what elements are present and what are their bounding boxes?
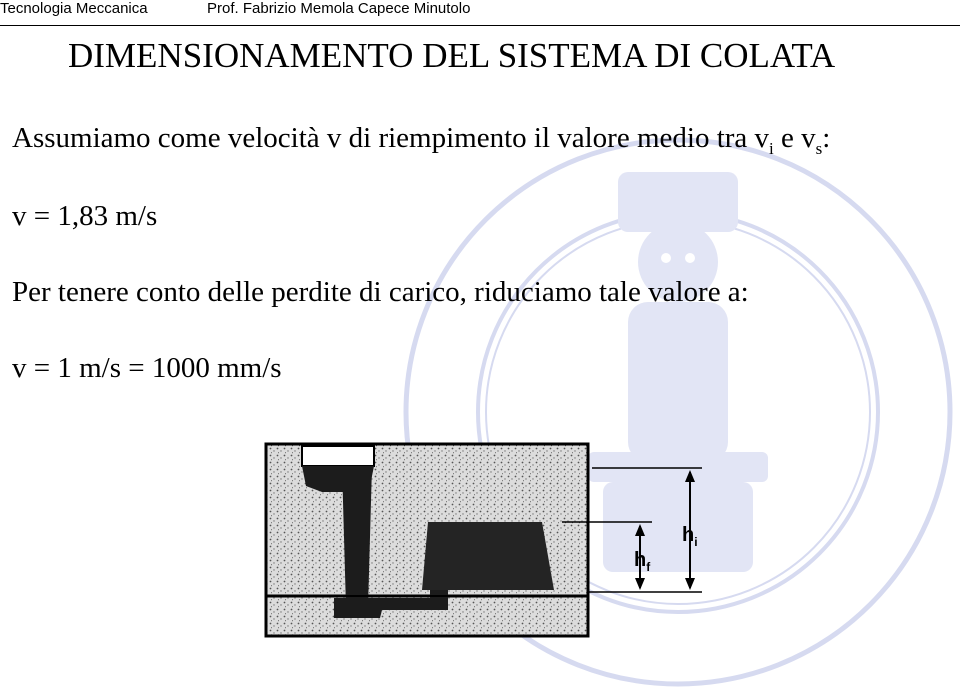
header-divider bbox=[0, 25, 960, 26]
author-name: Prof. Fabrizio Memola Capece Minutolo bbox=[207, 0, 471, 17]
loss-reduction-text: Per tenere conto delle perdite di carico, riduciamo tale valore a: bbox=[12, 276, 749, 308]
slide-header bbox=[0, 0, 960, 22]
velocity-text-part2: e v bbox=[773, 122, 816, 154]
velocity-text-part1: Assumiamo come velocità v di riempimento il valore medio tra v bbox=[12, 122, 770, 154]
course-name: Tecnologia Meccanica bbox=[0, 0, 148, 17]
subscript-s: s bbox=[815, 139, 823, 158]
hi-arrowhead-top bbox=[685, 470, 695, 482]
velocity-value: v = 1,83 m/s bbox=[12, 200, 158, 232]
hi-arrowhead-bottom bbox=[685, 578, 695, 590]
slide-title: DIMENSIONAMENTO DEL SISTEMA DI COLATA bbox=[68, 36, 836, 75]
label-hf: $h_f$ bbox=[634, 549, 651, 574]
pouring-basin-opening bbox=[302, 446, 374, 466]
reduced-velocity-value: v = 1 m/s = 1000 mm/s bbox=[12, 352, 282, 384]
label-hi: $h_i$ bbox=[682, 524, 698, 549]
mold-cross-section-figure bbox=[262, 440, 722, 640]
sprue bbox=[342, 466, 372, 608]
velocity-text-colon: : bbox=[822, 122, 831, 154]
velocity-assumption-text bbox=[12, 122, 830, 159]
mold-cavity bbox=[422, 522, 554, 590]
hf-arrowhead-top bbox=[635, 524, 645, 536]
hf-arrowhead-bottom bbox=[635, 578, 645, 590]
subscript-i: i bbox=[769, 139, 774, 158]
